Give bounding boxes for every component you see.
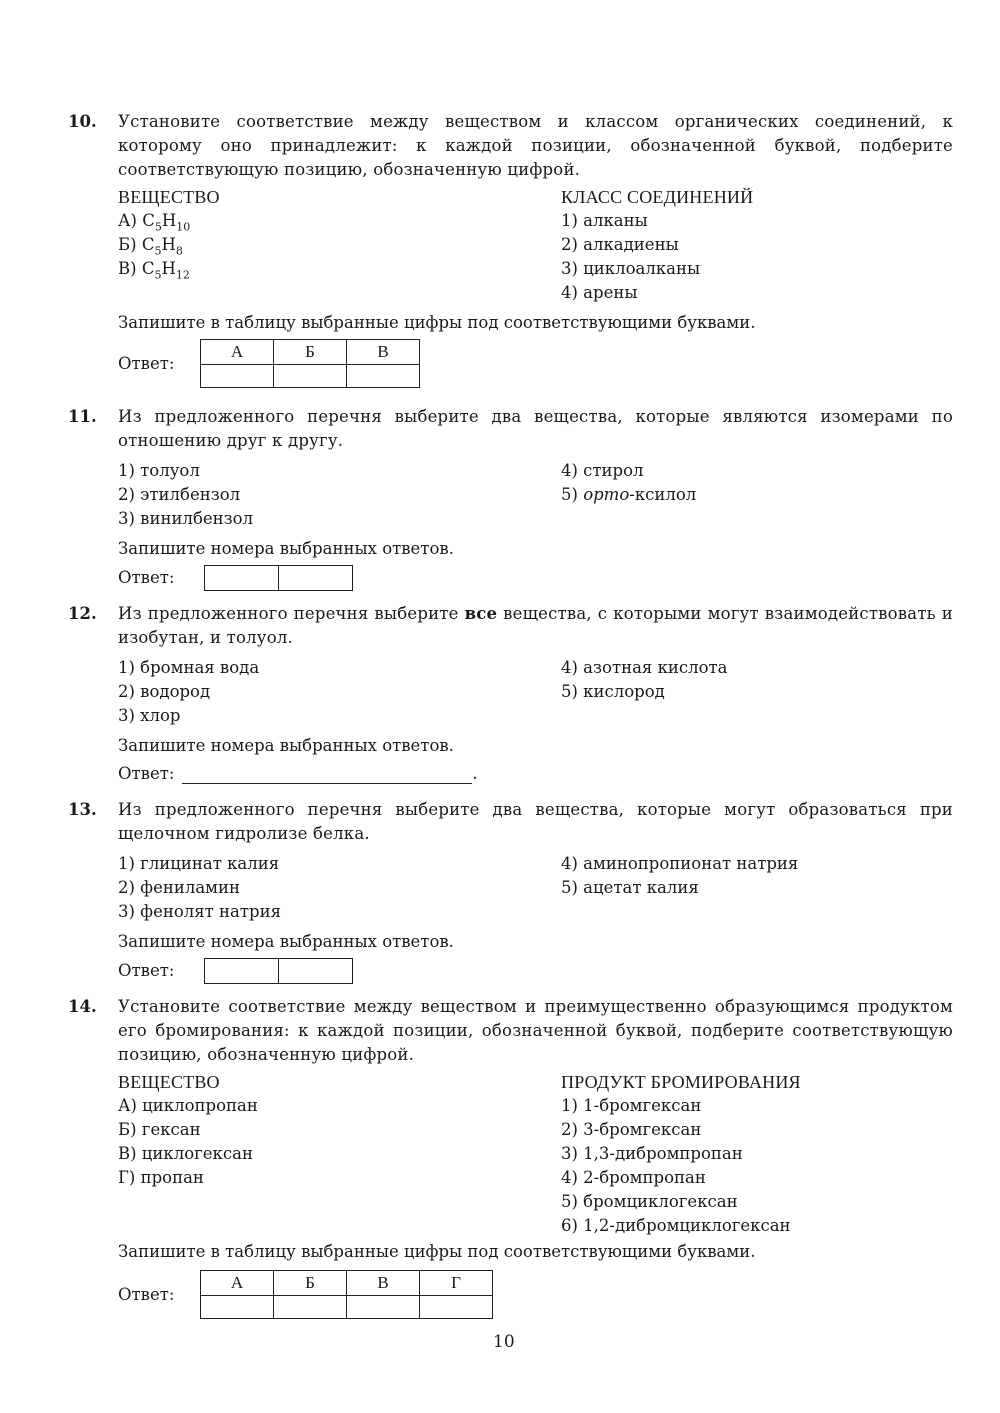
question-number: 11. <box>68 407 97 426</box>
question-10 <box>68 110 953 388</box>
class-item: 4) арены <box>561 283 638 302</box>
answer-period: . <box>472 764 478 783</box>
question-13 <box>68 798 953 984</box>
instruction: Запишите номера выбранных ответов. <box>118 932 454 951</box>
answer-header-v: В <box>347 340 420 365</box>
answer-header-a: А <box>201 340 274 365</box>
question-number: 10. <box>68 112 97 131</box>
product-item: 2) 3-бромгексан <box>561 1120 702 1139</box>
answer-cell[interactable] <box>274 1296 347 1319</box>
substance-item: Г) пропан <box>118 1168 204 1187</box>
option-item: 1) глицинат калия <box>118 854 280 873</box>
product-item: 1) 1-бромгексан <box>561 1096 702 1115</box>
option-item: 4) азотная кислота <box>561 658 728 677</box>
question-number: 12. <box>68 604 97 623</box>
product-item: 5) бромциклогексан <box>561 1192 738 1211</box>
answer-cell[interactable] <box>347 365 420 388</box>
answer-boxes[interactable] <box>204 565 353 591</box>
answer-cell[interactable] <box>274 365 347 388</box>
option-item: 3) хлор <box>118 706 181 725</box>
question-12 <box>68 602 953 786</box>
option-item: 3) винилбензол <box>118 509 254 528</box>
option-item: 2) этилбензол <box>118 485 241 504</box>
answer-line[interactable] <box>182 765 472 784</box>
question-stem: Из предложенного перечня выберите два вещества, которые могут образоваться при щелочном гидролизе белка. <box>118 800 953 843</box>
option-item: 2) фениламин <box>118 878 241 897</box>
right-column-header: ПРОДУКТ БРОМИРОВАНИЯ <box>561 1072 801 1092</box>
question-number: 14. <box>68 997 97 1016</box>
option-item: 5) ацетат калия <box>561 878 699 897</box>
option-item: 3) фенолят натрия <box>118 902 281 921</box>
answer-label: Ответ: <box>118 353 175 373</box>
option-item: 5) орто-ксилол <box>561 485 697 504</box>
answer-label: Ответ: <box>118 568 175 587</box>
question-number: 13. <box>68 800 97 819</box>
right-column-header: КЛАСС СОЕДИНЕНИЙ <box>561 187 754 207</box>
answer-label: Ответ: <box>118 961 175 980</box>
instruction: Запишите в таблицу выбранные цифры под соответствующими буквами. <box>118 313 756 332</box>
answer-header-a: А <box>201 1271 274 1296</box>
substance-item: В) $C_5H_{12}$ <box>118 259 190 282</box>
answer-boxes[interactable] <box>204 958 353 984</box>
answer-cell[interactable] <box>420 1296 493 1319</box>
substance-item: А) $C_5H_{10}$ <box>118 211 191 234</box>
class-item: 1) алканы <box>561 211 648 230</box>
answer-header-b: Б <box>274 340 347 365</box>
answer-header-b: Б <box>274 1271 347 1296</box>
product-item: 6) 1,2-дибромциклогексан <box>561 1216 791 1235</box>
left-column-header: ВЕЩЕСТВО <box>118 187 220 207</box>
question-stem: Установите соответствие между веществом и классом органических соединений, к которому оно принадлежит: к каждой позиции, обозначенной буквой, подберите соответствующую позицию, обозначенную цифрой. <box>118 112 953 179</box>
substance-item: А) циклопропан <box>118 1096 258 1115</box>
question-11 <box>68 405 953 591</box>
option-item: 4) аминопропионат натрия <box>561 854 799 873</box>
answer-cell[interactable] <box>201 365 274 388</box>
answer-table <box>200 339 420 388</box>
answer-label: Ответ: <box>118 764 175 783</box>
answer-cell[interactable] <box>201 1296 274 1319</box>
page-number: 10 <box>493 1332 515 1352</box>
substance-item: Б) $C_5H_8$ <box>118 235 183 258</box>
instruction: Запишите номера выбранных ответов. <box>118 736 454 755</box>
answer-cell[interactable] <box>347 1296 420 1319</box>
substance-item: В) циклогексан <box>118 1144 253 1163</box>
answer-header-g: Г <box>420 1271 493 1296</box>
product-item: 3) 1,3-дибромпропан <box>561 1144 743 1163</box>
option-item: 5) кислород <box>561 682 665 701</box>
class-item: 2) алкадиены <box>561 235 679 254</box>
class-item: 3) циклоалканы <box>561 259 701 278</box>
answer-label: Ответ: <box>118 1284 175 1304</box>
instruction: Запишите в таблицу выбранные цифры под соответствующими буквами. <box>118 1242 756 1261</box>
option-item: 1) бромная вода <box>118 658 260 677</box>
left-column-header: ВЕЩЕСТВО <box>118 1072 220 1092</box>
product-item: 4) 2-бромпропан <box>561 1168 706 1187</box>
question-stem: Установите соответствие между веществом и преимущественно образующимся продуктом его бромирования: к каждой позиции, обозначенной буквой, подберите соответствующую позицию, обозначенную цифрой. <box>118 997 953 1064</box>
answer-header-v: В <box>347 1271 420 1296</box>
question-stem: Из предложенного перечня выберите все вещества, с которыми могут взаимодействовать и изобутан, и толуол. <box>118 604 953 647</box>
question-stem: Из предложенного перечня выберите два вещества, которые являются изомерами по отношению друг к другу. <box>118 407 953 450</box>
question-14 <box>68 995 953 1319</box>
option-item: 2) водород <box>118 682 211 701</box>
option-item: 4) стирол <box>561 461 644 480</box>
substance-item: Б) гексан <box>118 1120 201 1139</box>
answer-table <box>200 1270 493 1319</box>
instruction: Запишите номера выбранных ответов. <box>118 539 454 558</box>
option-item: 1) толуол <box>118 461 200 480</box>
